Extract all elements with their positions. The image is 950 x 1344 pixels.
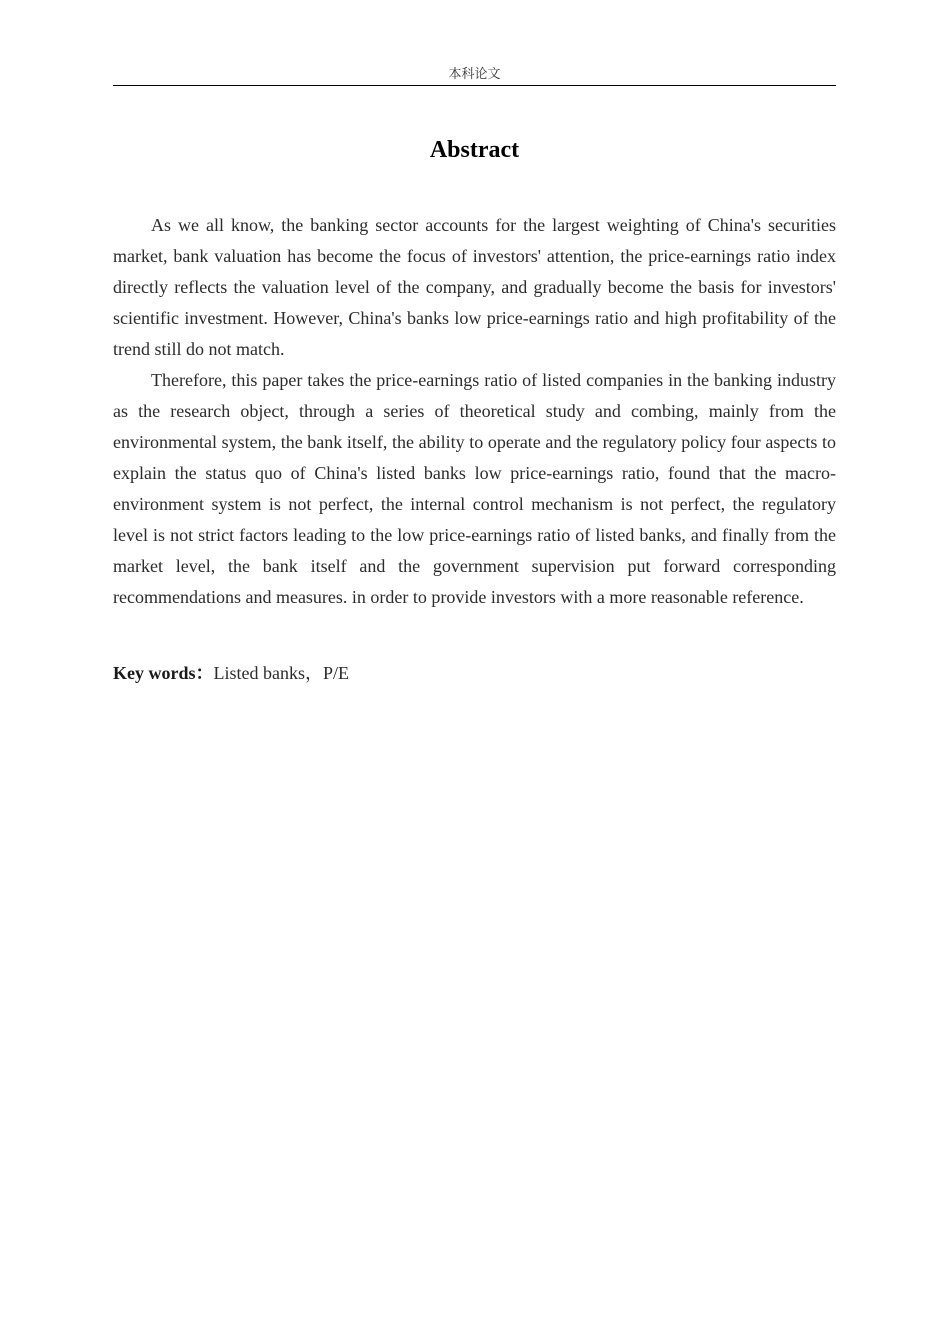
running-header: 本科论文: [448, 67, 501, 82]
abstract-title: Abstract: [429, 137, 520, 163]
abstract-paragraph-1: As we all know, the banking sector accounts for the largest weighting of China's securities market, bank valuation has become the focus of investors' attention, the price-earnings ratio index directly reflects the valuation level of the company, and gradually become the basis for investors' scientific investment. However, China's banks low price-earnings ratio and high profitability of the trend still do not match.: [113, 215, 836, 359]
abstract-paragraph-2: Therefore, this paper takes the price-earnings ratio of listed companies in the banking industry as the research object, through a series of theoretical study and combing, mainly from the environmental system, the bank itself, the ability to operate and the regulatory policy four aspects to explain the status quo of China's listed banks low price-earnings ratio, found that the macro-environment system is not perfect, the internal control mechanism is not perfect, the regulatory level is not strict factors leading to the low price-earnings ratio of listed banks, and finally from the market level, the bank itself and the government supervision put forward corresponding recommendations and measures. in order to provide investors with a more reasonable reference.: [113, 370, 836, 607]
keywords-line: [113, 658, 836, 689]
header-rule: [113, 85, 836, 86]
keywords-label: Key words：: [113, 663, 214, 683]
keywords-value: Listed banks，P/E: [213, 663, 349, 683]
abstract-body: [113, 210, 836, 613]
